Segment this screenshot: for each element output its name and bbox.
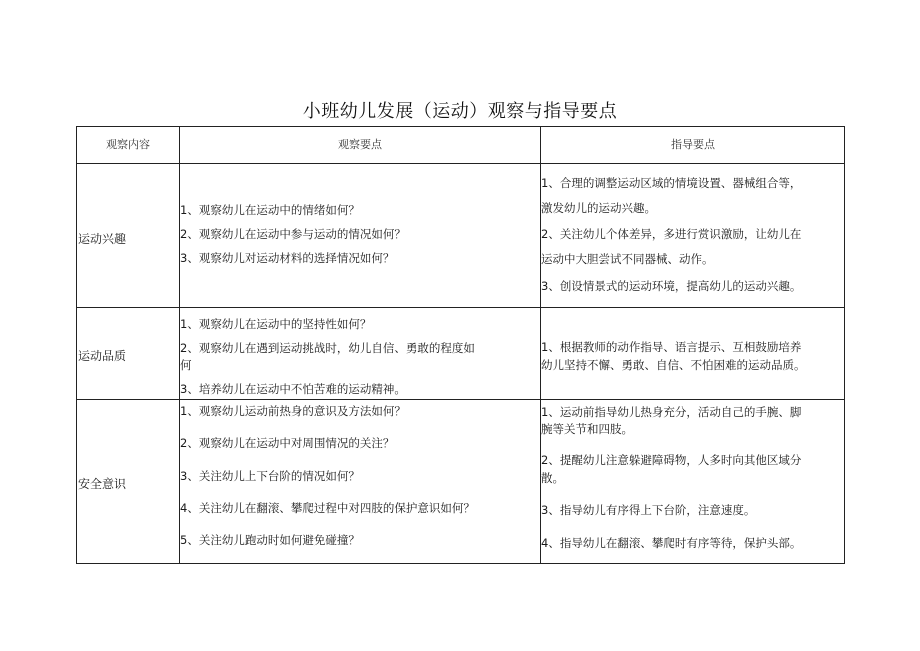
guide-item: 散。 (541, 471, 564, 485)
guide-item: 1、合理的调整运动区域的情境设置、器械组合等， (541, 176, 802, 190)
observe-item: 3、培养幼儿在运动中不怕苦难的运动精神。 (180, 382, 406, 396)
document-title: 小班幼儿发展（运动）观察与指导要点 (302, 101, 618, 122)
header-guide-points: 指导要点 (671, 138, 715, 151)
guide-item: 2、关注幼儿个体差异，多进行赏识激励，让幼儿在 (541, 227, 802, 241)
row-divider (77, 163, 844, 164)
guide-item: 腕等关节和四肢。 (541, 422, 633, 436)
row-divider (77, 307, 844, 308)
guide-item: 3、创设情景式的运动环境，提高幼儿的运动兴趣。 (541, 279, 802, 293)
row-category: 安全意识 (78, 477, 127, 491)
guide-item: 激发幼儿的运动兴趣。 (541, 201, 656, 215)
header-observe-points: 观察要点 (338, 138, 382, 151)
observe-item: 1、观察幼儿在运动中的坚持性如何？ (180, 317, 372, 331)
observe-item: 4、关注幼儿在翻滚、攀爬过程中对四肢的保护意识如何？ (180, 501, 475, 515)
row-category: 运动兴趣 (78, 232, 127, 246)
observe-item: 2、观察幼儿在遇到运动挑战时，幼儿自信、勇敢的程度如 (180, 341, 475, 355)
header-observe-content: 观察内容 (106, 138, 150, 151)
observation-table (76, 126, 845, 564)
guide-item: 3、指导幼儿有序得上下台阶，注意速度。 (541, 503, 756, 517)
row-divider (77, 399, 844, 400)
observe-item: 2、观察幼儿在运动中对周围情况的关注？ (180, 436, 395, 450)
observe-item: 2、观察幼儿在运动中参与运动的情况如何？ (180, 227, 406, 241)
observe-item: 1、观察幼儿运动前热身的意识及方法如何？ (180, 404, 406, 418)
observe-item: 3、关注幼儿上下台阶的情况如何？ (180, 469, 360, 483)
guide-item: 2、提醒幼儿注意躲避障碍物，人多时向其他区域分 (541, 453, 802, 467)
guide-item: 幼儿坚持不懈、勇敢、自信、不怕困难的运动品质。 (541, 358, 806, 372)
observe-item: 5、关注幼儿跑动时如何避免碰撞？ (180, 533, 360, 547)
observe-item: 何 (180, 358, 192, 372)
observe-item: 3、观察幼儿对运动材料的选择情况如何？ (180, 251, 395, 265)
guide-item: 1、根据教师的动作指导、语言提示、互相鼓励培养 (541, 340, 802, 354)
row-category: 运动品质 (78, 349, 127, 363)
guide-item: 4、指导幼儿在翻滚、攀爬时有序等待，保护头部。 (541, 536, 802, 550)
guide-item: 运动中大胆尝试不同器械、动作。 (541, 252, 714, 266)
guide-item: 1、运动前指导幼儿热身充分，活动自己的手腕、脚 (541, 405, 802, 419)
observe-item: 1、观察幼儿在运动中的情绪如何？ (180, 203, 360, 217)
